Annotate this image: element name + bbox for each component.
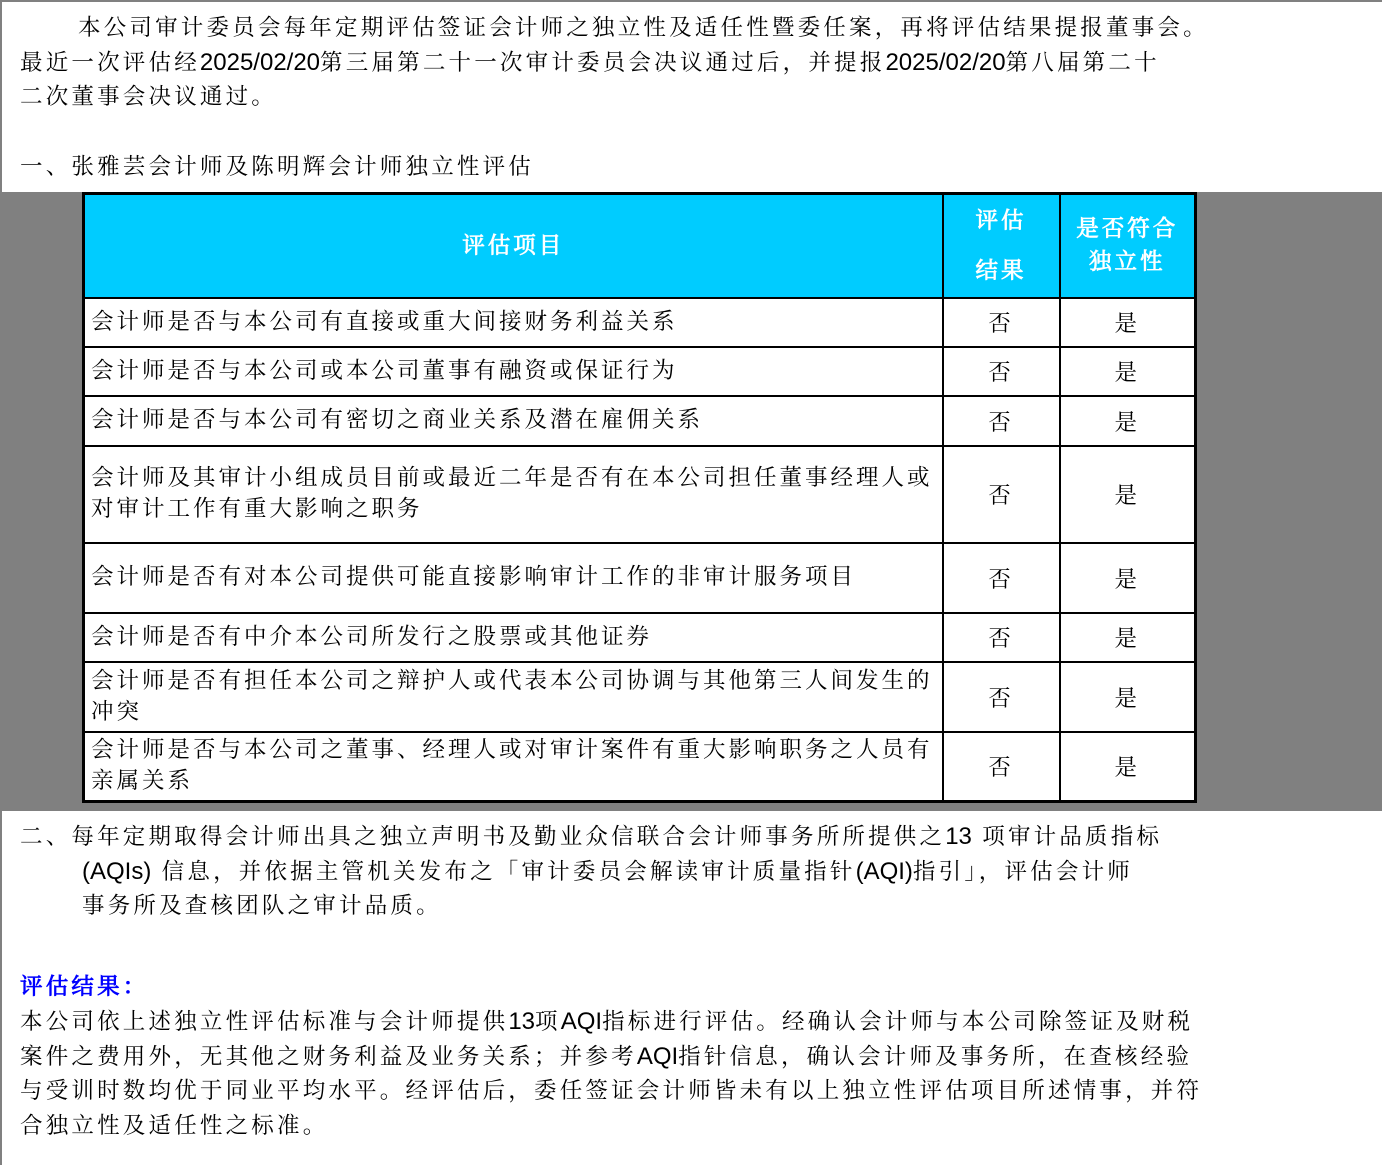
header-line: 独立性 [1088,248,1166,275]
text: 13 [508,1008,536,1035]
text: 指引」，评估会计师 [912,858,1133,885]
independence-result: 是 [1060,396,1196,446]
evaluation-item: 会计师是否与本公司或本公司董事有融资或保证行为 [84,347,943,396]
evaluation-result: 否 [943,662,1060,732]
independence-result: 是 [1060,613,1196,662]
evaluation-item: 会计师是否有担任本公司之辩护人或代表本公司协调与其他第三人间发生的冲突 [84,662,943,732]
evaluation-result: 否 [943,347,1060,396]
text: 指标进行评估。经确认会计师与本公司除签证及财税 [602,1009,1194,1035]
evaluation-result: 否 [943,543,1060,613]
evaluation-result: 否 [943,732,1060,802]
text: AQI [636,1042,679,1070]
evaluation-item: 会计师是否与本公司有直接或重大间接财务利益关系 [84,298,943,347]
text: 信息，并依据主管机关发布之「审计委员会解读审计质量指针 [151,858,856,885]
date: 2025/02/20 [885,48,1006,76]
independence-result: 是 [1060,543,1196,613]
evaluation-item: 会计师是否与本公司有密切之商业关系及潜在雇佣关系 [84,396,943,446]
evaluation-result-paragraph [20,1005,1202,1143]
text: 第八届第二十 [1005,49,1160,76]
section2-line-2 [20,855,1162,890]
text: 项 [535,1009,561,1035]
independence-result: 是 [1060,732,1196,802]
evaluation-result: 否 [943,446,1060,543]
text: (AQI) [855,857,913,885]
independence-result: 是 [1060,662,1196,732]
evaluation-item: 会计师是否有对本公司提供可能直接影响审计工作的非审计服务项目 [84,543,943,613]
section2-paragraph [20,820,1162,924]
text: AQI [560,1008,603,1035]
section1-title: 一、张雅芸会计师及陈明辉会计师独立性评估 [20,154,535,180]
text: 案件之费用外，无其他之财务利益及业务关系；并参考 [20,1043,637,1070]
text: 第三届第二十一次审计委员会决议通过后，并提报 [320,49,886,76]
evaluation-result: 否 [943,298,1060,347]
evaluation-result: 否 [943,396,1060,446]
table-row [84,298,1196,347]
independence-evaluation-table [82,192,1197,803]
aqi-count: 13 [945,823,972,850]
table-row [84,396,1196,446]
text: 本公司依上述独立性评估标准与会计师提供 [20,1009,509,1035]
evaluation-result-label: 评估结果： [20,974,149,1000]
header-line: 是否符合 [1076,215,1179,242]
table-row [84,446,1196,543]
intro-line-2 [20,46,1370,81]
independence-result: 是 [1060,347,1196,396]
header-line: 评估 [975,207,1027,234]
text: 指针信息，确认会计师及事务所，在查核经验 [678,1043,1193,1070]
text: (AQIs) [82,857,152,885]
table-row [84,613,1196,662]
text: 最近一次评估经 [20,49,200,76]
evaluation-item: 会计师是否与本公司之董事、经理人或对审计案件有重大影响职务之人员有亲属关系 [84,732,943,802]
table-row [84,347,1196,396]
table-row [84,662,1196,732]
result-line-1 [20,1005,1202,1040]
section2-line-3: 事务所及查核团队之审计品质。 [82,893,442,919]
text: 二、每年定期取得会计师出具之独立声明书及勤业众信联合会计师事务所所提供之 [20,824,946,850]
section2-line-1 [20,820,1162,855]
header-evaluation-result [943,194,1060,298]
evaluation-item: 会计师及其审计小组成员目前或最近二年是否有在本公司担任董事经理人或对审计工作有重大影响之职务 [84,446,943,543]
result-line-2 [20,1040,1202,1075]
intro-line-3: 二次董事会决议通过。 [20,84,278,110]
independence-result: 是 [1060,446,1196,543]
evaluation-item: 会计师是否有中介本公司所发行之股票或其他证券 [84,613,943,662]
header-evaluation-item: 评估项目 [84,194,943,298]
independence-result: 是 [1060,298,1196,347]
result-line-4: 合独立性及适任性之标准。 [20,1112,329,1139]
table-row [84,543,1196,613]
result-line-3: 与受训时数均优于同业平均水平。经评估后，委任签证会计师皆未有以上独立性评估项目所述情事，并符 [20,1078,1203,1104]
intro-paragraph [20,11,1370,115]
evaluation-result: 否 [943,613,1060,662]
table-row [84,732,1196,802]
table-header-row [84,194,1196,298]
intro-line-1: 本公司审计委员会每年定期评估签证会计师之独立性及适任性暨委任案，再将评估结果提报董事会。 [78,15,1209,41]
date: 2025/02/20 [199,48,321,76]
header-line: 结果 [975,257,1027,284]
text: 项审计品质指标 [971,824,1163,850]
header-independence [1060,194,1196,298]
